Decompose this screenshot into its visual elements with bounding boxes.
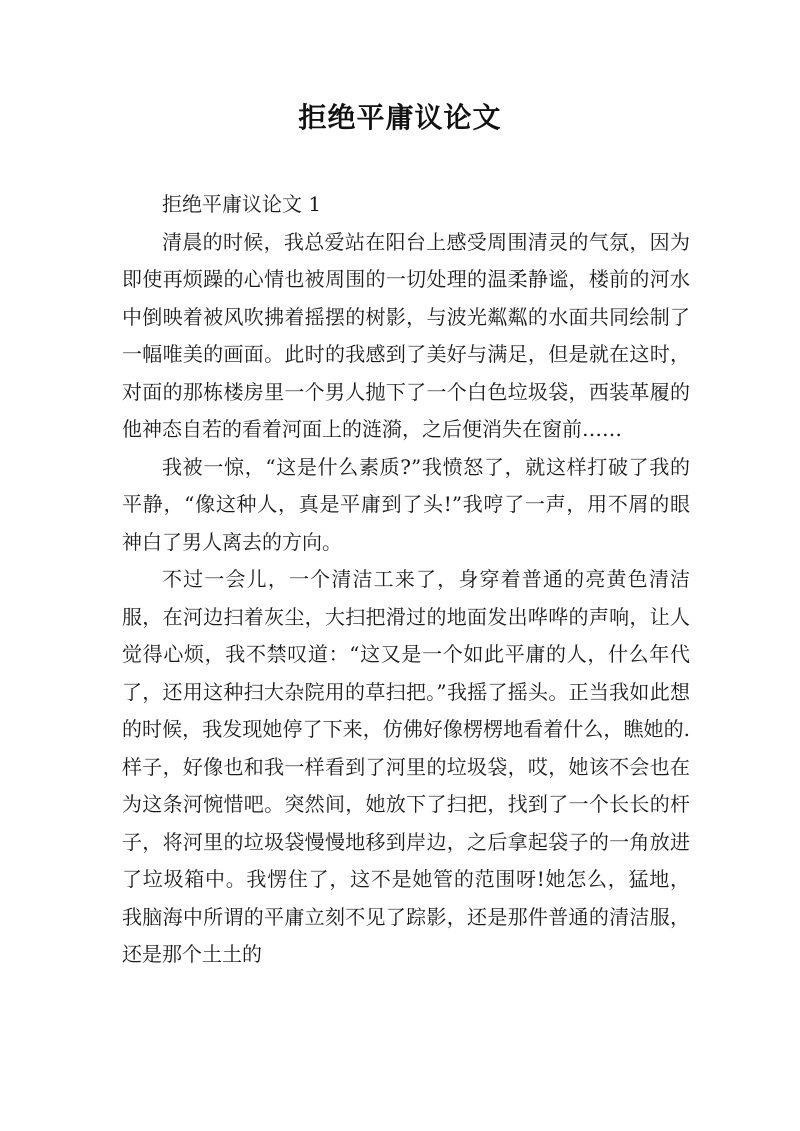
document-title: 拒绝平庸议论文 (298, 101, 502, 134)
document-body (122, 186, 690, 974)
paragraph-2: 我被一惊，“这是什么素质?”我愤怒了，就这样打破了我的平静，“像这种人，真是平庸到了头!”我哼了一声，用不屑的眼神白了男人离去的方向。 (122, 454, 690, 554)
section-subtitle: 拒绝平庸议论文 1 (162, 192, 322, 216)
paragraph-1: 清晨的时候，我总爱站在阳台上感受周围清灵的气氛，因为即使再烦躁的心情也被周围的一切处理的温柔静谧，楼前的河水中倒映着被风吹拂着摇摆的树影，与波光粼粼的水面共同绘制了一幅唯美的画面。此时的我感到了美好与满足，但是就在这时，对面的那栋楼房里一个男人抛下了一个白色垃圾袋，西装革履的他神态自若的看着河面上的涟漪，之后便消失在窗前…… (122, 229, 690, 441)
paragraph-3: 不过一会儿，一个清洁工来了，身穿着普通的亮黄色清洁服，在河边扫着灰尘，大扫把滑过的地面发出哗哗的声响，让人觉得心烦，我不禁叹道：“这又是一个如此平庸的人，什么年代了，还用这种扫大杂院用的草扫把。”我摇了摇头。正当我如此想的时候，我发现她停了下来，仿佛好像楞楞地看着什么，瞧她的.样子，好像也和我一样看到了河里的垃圾袋，哎，她该不会也在为这条河惋惜吧。突然间，她放下了扫把，找到了一个长长的杆子，将河里的垃圾袋慢慢地移到岸边，之后拿起袋子的一角放进了垃圾箱中。我愣住了，这不是她管的范围呀!她怎么，猛地，我脑海中所谓的平庸立刻不见了踪影，还是那件普通的清洁服，还是那个土土的 (122, 567, 690, 966)
